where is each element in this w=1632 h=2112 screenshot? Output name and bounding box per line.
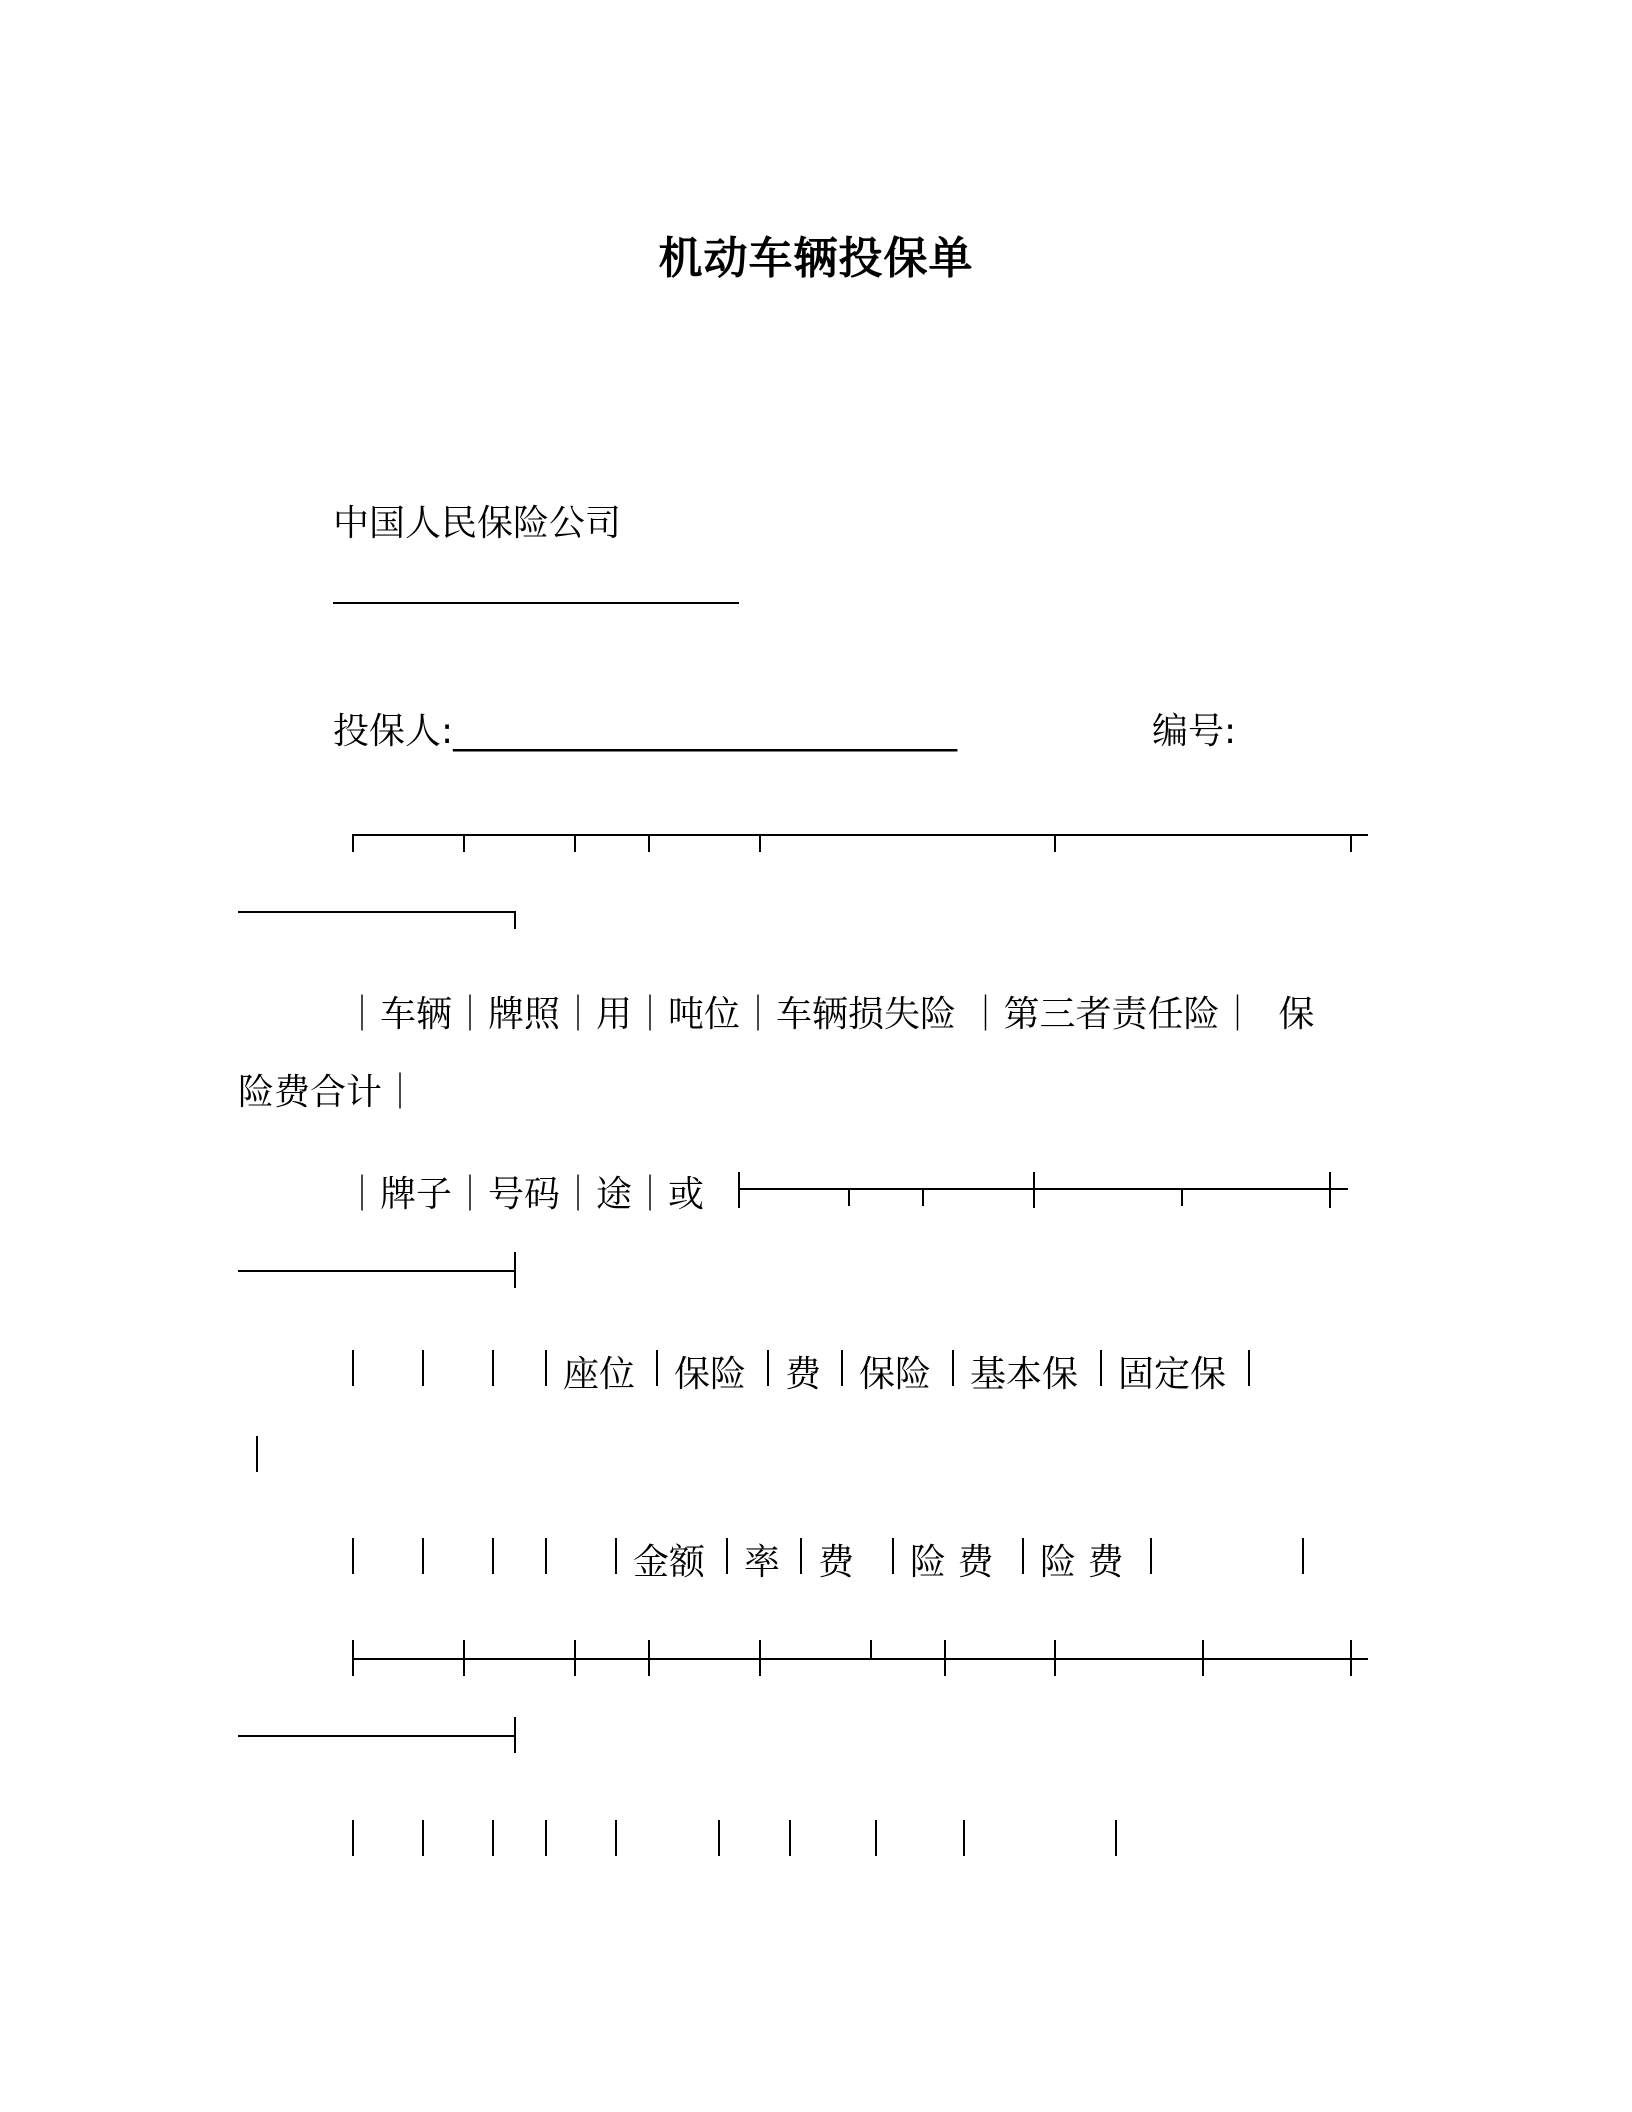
- table-cell-border: [545, 1350, 547, 1386]
- header-insurance: 保险: [674, 1354, 747, 1395]
- company-underline: [333, 602, 739, 604]
- table-cell-border: [422, 1820, 424, 1856]
- table-cell-border: [952, 1350, 954, 1386]
- table-rule-mid: [738, 1188, 1348, 1190]
- document-title: 机动车辆投保单: [658, 233, 974, 284]
- table-cell-border: [656, 1350, 658, 1386]
- table-rule-tick: [1329, 1172, 1331, 1208]
- header-fee: 费: [785, 1354, 822, 1395]
- table-rule-tick: [759, 1640, 761, 1676]
- table-cell-border: [1022, 1538, 1024, 1574]
- table-header-row-2: ｜牌子｜号码｜途｜或: [344, 1174, 705, 1215]
- table-rule-tick: [352, 1640, 354, 1676]
- header-fee-2: 费: [818, 1542, 855, 1583]
- table-header-row-1-wrap: 险费合计｜: [238, 1072, 419, 1113]
- table-cell-border: [875, 1820, 877, 1856]
- table-rule-tick: [738, 1172, 740, 1208]
- table-cell-border: [615, 1538, 617, 1574]
- header-amount: 金额: [633, 1542, 706, 1583]
- table-cell-border: [545, 1820, 547, 1856]
- table-cell-border: [789, 1820, 791, 1856]
- table-rule-top: [352, 834, 1368, 836]
- table-cell-border: [492, 1350, 494, 1386]
- header-insurance-2: 保险: [859, 1354, 932, 1395]
- table-rule-bottom-wrap: [238, 1735, 514, 1737]
- table-rule-tick: [574, 1640, 576, 1676]
- table-rule-tick: [848, 1188, 850, 1206]
- table-cell-border: [767, 1350, 769, 1386]
- header-rate: 率: [744, 1542, 781, 1583]
- applicant-label: 投保人:: [333, 711, 454, 752]
- table-rule-tick: [922, 1188, 924, 1206]
- table-rule-tick: [352, 834, 354, 852]
- serial-number-label: 编号:: [1152, 711, 1237, 752]
- table-cell-border: [615, 1820, 617, 1856]
- table-cell-border: [422, 1538, 424, 1574]
- applicant-line: [333, 703, 957, 754]
- table-rule-tick: [514, 1252, 516, 1288]
- table-cell-border: [1302, 1538, 1304, 1574]
- table-rule-tick: [1054, 1640, 1056, 1676]
- table-rule-tick: [1350, 1640, 1352, 1676]
- table-header-row-1: ｜车辆｜牌照｜用｜吨位｜车辆损失险 ｜第三者责任险｜ 保: [344, 994, 1315, 1035]
- table-rule-tick: [870, 1640, 872, 1658]
- table-rule-mid-wrap: [238, 1270, 514, 1272]
- table-cell-border: [256, 1436, 258, 1472]
- table-rule-top-wrap: [238, 911, 514, 913]
- table-cell-border: [963, 1820, 965, 1856]
- header-premium-2: 险 费: [1040, 1542, 1124, 1583]
- table-rule-tick: [648, 1640, 650, 1676]
- table-cell-border: [492, 1538, 494, 1574]
- table-rule-tick: [463, 1640, 465, 1676]
- table-rule-tick: [514, 911, 516, 929]
- table-cell-border: [841, 1350, 843, 1386]
- table-rule-tick: [463, 834, 465, 852]
- company-name: 中国人民保险公司: [333, 503, 622, 544]
- table-cell-border: [352, 1820, 354, 1856]
- table-cell-border: [800, 1538, 802, 1574]
- applicant-blank: ____________________________: [453, 711, 958, 752]
- table-cell-border: [1150, 1538, 1152, 1574]
- table-rule-tick: [1350, 834, 1352, 852]
- table-rule-tick: [759, 834, 761, 852]
- table-cell-border: [726, 1538, 728, 1574]
- table-cell-border: [492, 1820, 494, 1856]
- table-cell-border: [892, 1538, 894, 1574]
- table-rule-tick: [648, 834, 650, 852]
- table-cell-border: [1100, 1350, 1102, 1386]
- header-basic: 基本保: [970, 1354, 1079, 1395]
- header-seat: 座位: [563, 1354, 636, 1395]
- table-rule-tick: [514, 1717, 516, 1753]
- table-rule-tick: [1202, 1640, 1204, 1676]
- table-rule-tick: [574, 834, 576, 852]
- table-cell-border: [1248, 1350, 1250, 1386]
- header-fixed: 固定保: [1118, 1354, 1227, 1395]
- table-cell-border: [718, 1820, 720, 1856]
- table-rule-tick: [1054, 834, 1056, 852]
- table-cell-border: [1115, 1820, 1117, 1856]
- table-rule-bottom: [352, 1658, 1368, 1660]
- table-cell-border: [545, 1538, 547, 1574]
- table-cell-border: [422, 1350, 424, 1386]
- table-rule-tick: [944, 1640, 946, 1676]
- table-rule-tick: [1033, 1172, 1035, 1208]
- table-cell-border: [352, 1350, 354, 1386]
- header-premium: 险 费: [910, 1542, 994, 1583]
- table-cell-border: [352, 1538, 354, 1574]
- table-rule-tick: [1181, 1188, 1183, 1206]
